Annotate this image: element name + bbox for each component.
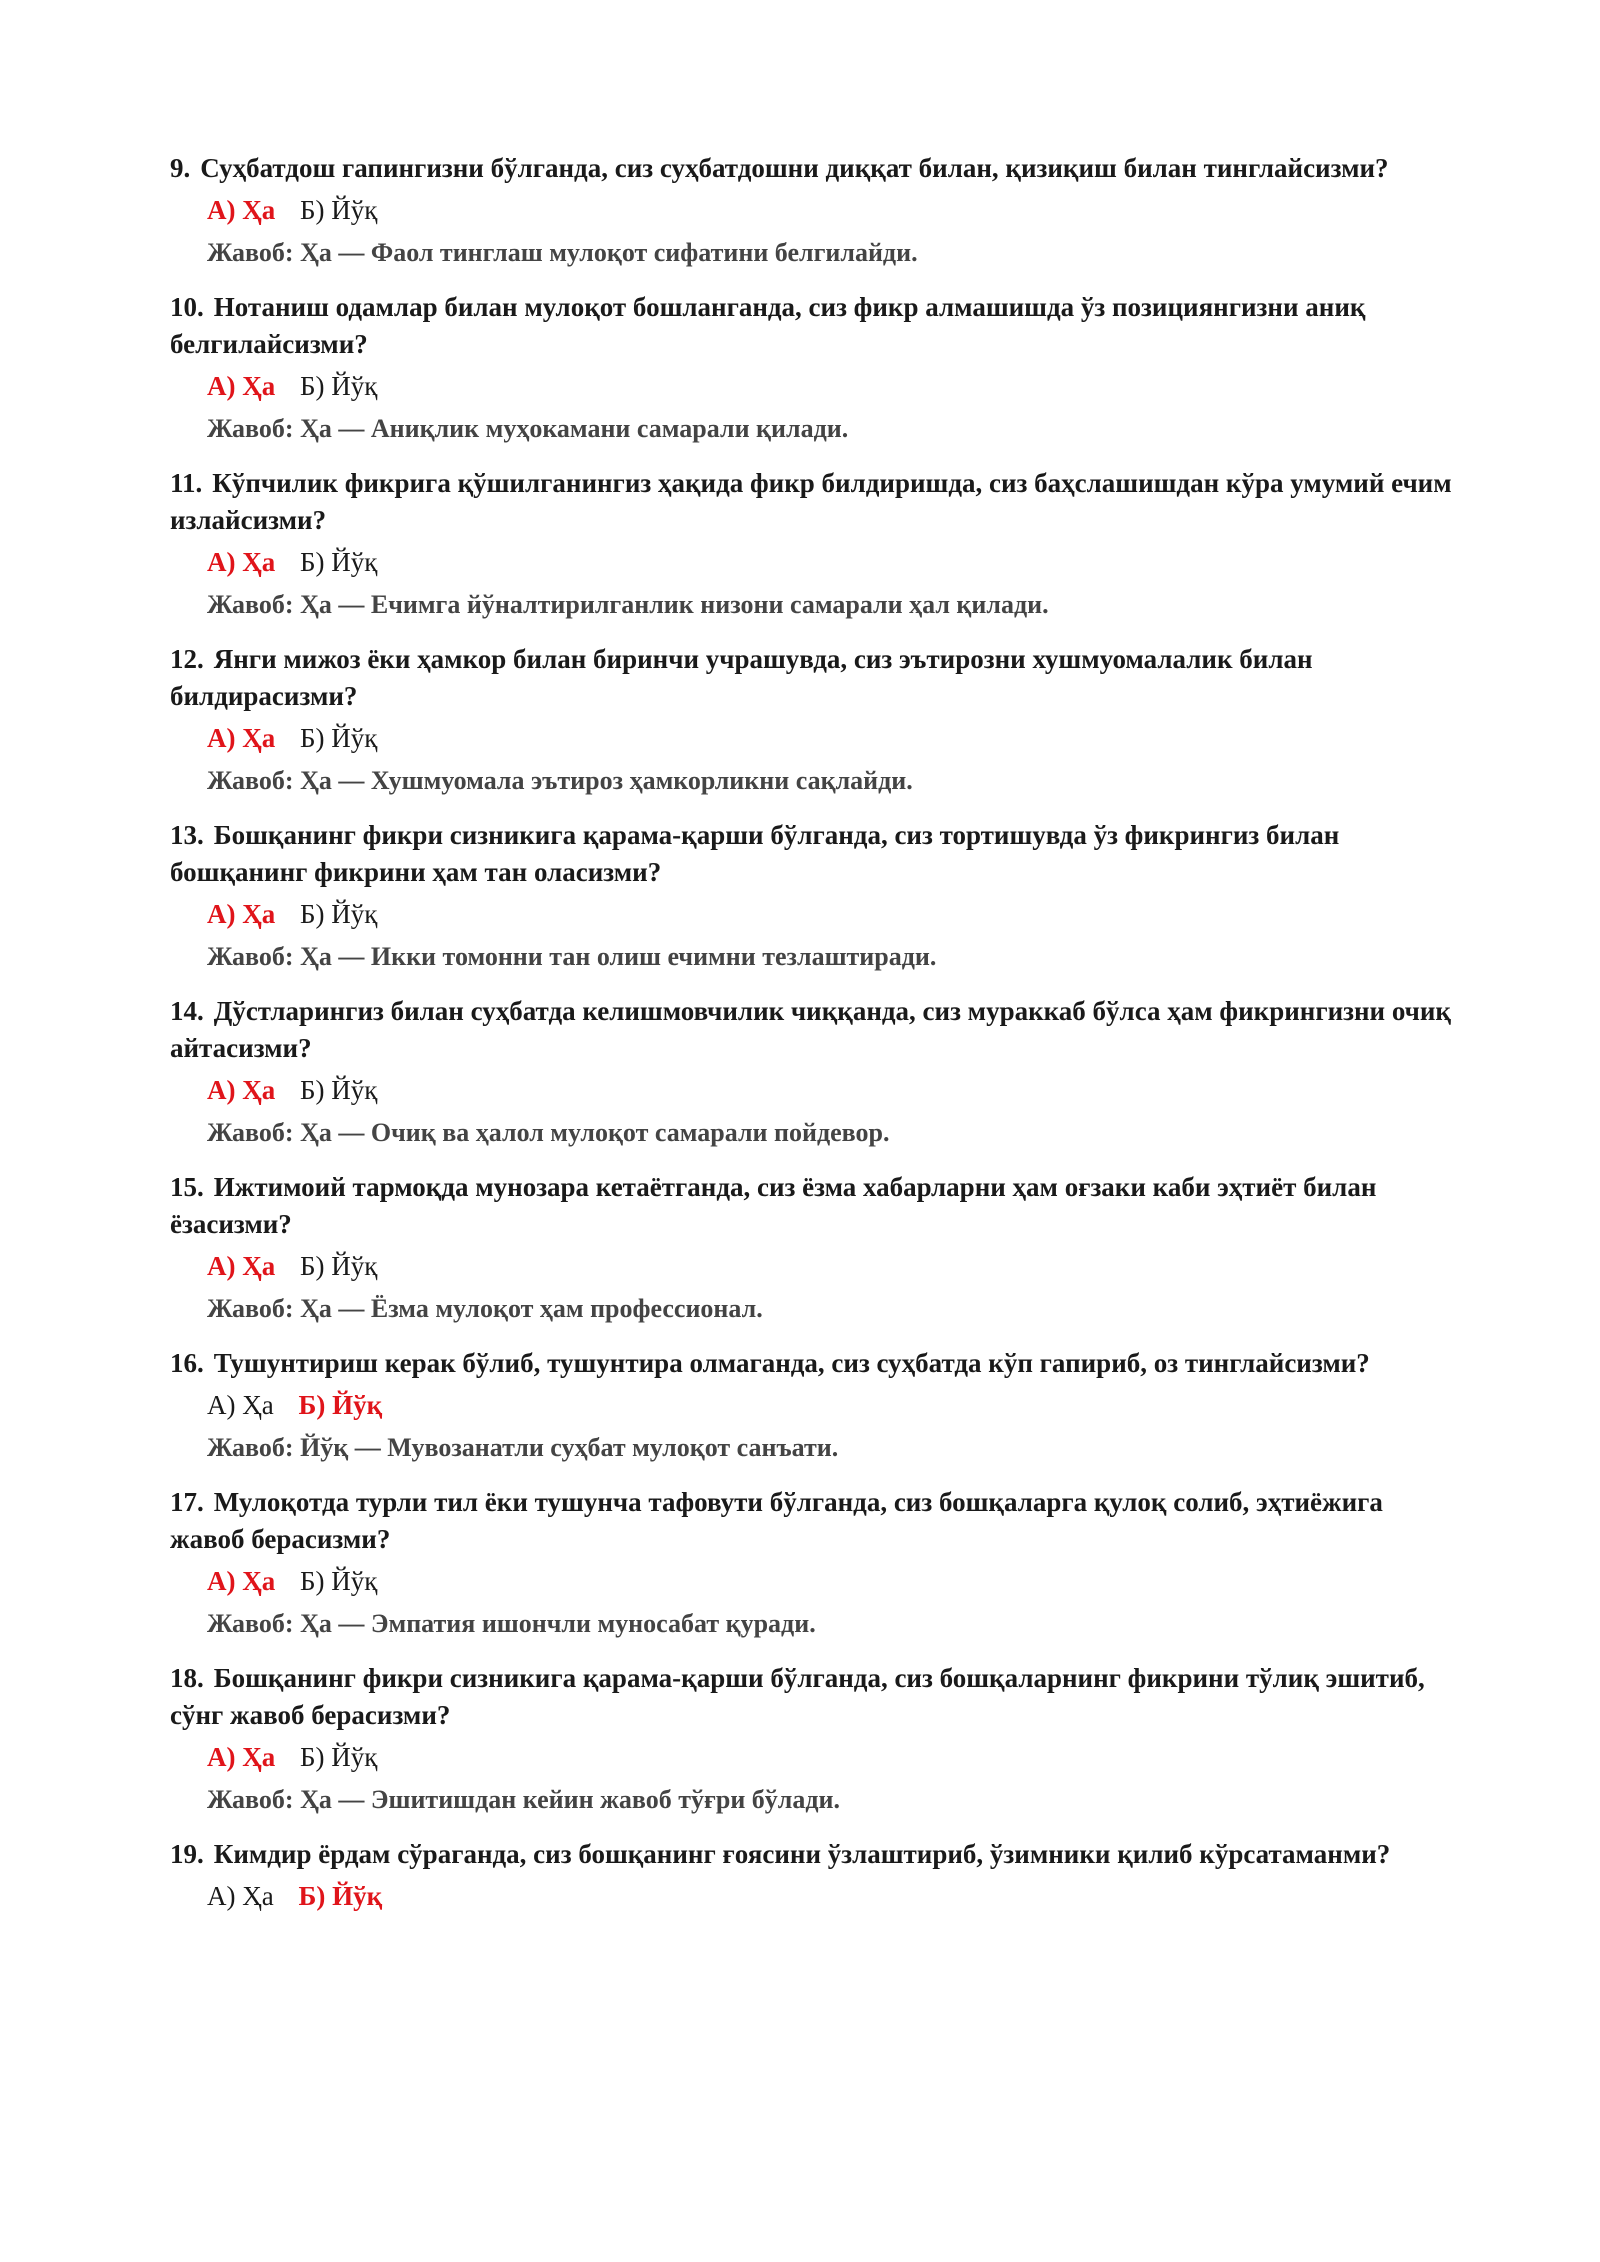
- question-body: Янги мижоз ёки ҳамкор билан биринчи учрашувда, сиз эътирозни хушмуомалалик билан билдирасизми?: [170, 644, 1313, 711]
- question-text: [170, 1345, 1460, 1382]
- question-block: [170, 465, 1460, 624]
- option-b[interactable]: Б) Йўқ: [298, 1390, 383, 1420]
- question-block: [170, 641, 1460, 800]
- question-body: Ижтимоий тармоқда мунозара кетаётганда, сиз ёзма хабарларни ҳам оғзаки каби эҳтиёт билан ёзасизми?: [170, 1172, 1377, 1239]
- question-number: 9.: [170, 153, 191, 183]
- question-body: Бошқанинг фикри сизникига қарама-қарши бўлганда, сиз бошқаларнинг фикрини тўлиқ эшитиб, сўнг жавоб берасизми?: [170, 1663, 1425, 1730]
- question-block: [170, 817, 1460, 976]
- answer-options: [207, 1562, 1460, 1600]
- answer-options: [207, 1071, 1460, 1109]
- answer-options: [207, 1386, 1460, 1424]
- option-b[interactable]: Б) Йўқ: [300, 195, 378, 225]
- question-block: [170, 1836, 1460, 1915]
- option-a[interactable]: А) Ҳа: [207, 195, 276, 225]
- option-b[interactable]: Б) Йўқ: [300, 547, 378, 577]
- option-a[interactable]: А) Ҳа: [207, 1390, 274, 1420]
- option-a[interactable]: А) Ҳа: [207, 899, 276, 929]
- answer-explanation: Жавоб: Ҳа — Фаол тинглаш мулоқот сифатини белгилайди.: [207, 238, 918, 267]
- answer-explanation: Жавоб: Йўқ — Мувозанатли суҳбат мулоқот санъати.: [207, 1433, 839, 1462]
- option-b[interactable]: Б) Йўқ: [300, 1075, 378, 1105]
- question-number: 13.: [170, 820, 204, 850]
- question-number: 12.: [170, 644, 204, 674]
- option-a[interactable]: А) Ҳа: [207, 1251, 276, 1281]
- answer-options: [207, 1877, 1460, 1915]
- answer-explanation: Жавоб: Ҳа — Очиқ ва ҳалол мулоқот самарали пойдевор.: [207, 1118, 890, 1147]
- answer-explanation: Жавоб: Ҳа — Ечимга йўналтирилганлик низони самарали ҳал қилади.: [207, 590, 1049, 619]
- question-block: [170, 993, 1460, 1152]
- question-block: [170, 289, 1460, 448]
- answer-explanation: Жавоб: Ҳа — Хушмуомала эътироз ҳамкорликни сақлайди.: [207, 766, 913, 795]
- answer-explanation: Жавоб: Ҳа — Ёзма мулоқот ҳам профессионал.: [207, 1294, 763, 1323]
- question-body: Кўпчилик фикрига қўшилганингиз ҳақида фикр билдиришда, сиз баҳслашишдан кўра умумий ечим излайсизми?: [170, 468, 1452, 535]
- option-a[interactable]: А) Ҳа: [207, 1075, 276, 1105]
- answer-options: [207, 1247, 1460, 1285]
- question-text: [170, 1169, 1460, 1243]
- question-block: [170, 1660, 1460, 1819]
- answer-options: [207, 1738, 1460, 1776]
- answer-options: [207, 367, 1460, 405]
- question-block: [170, 1169, 1460, 1328]
- question-text: [170, 289, 1460, 363]
- question-number: 16.: [170, 1348, 204, 1378]
- option-b[interactable]: Б) Йўқ: [300, 1566, 378, 1596]
- question-text: [170, 1484, 1460, 1558]
- option-b[interactable]: Б) Йўқ: [300, 1251, 378, 1281]
- question-block: [170, 1345, 1460, 1467]
- answer-explanation: Жавоб: Ҳа — Эшитишдан кейин жавоб тўғри бўлади.: [207, 1785, 841, 1814]
- question-text: [170, 150, 1460, 187]
- question-text: [170, 817, 1460, 891]
- answer-options: [207, 895, 1460, 933]
- question-block: [170, 150, 1460, 272]
- question-number: 11.: [170, 468, 203, 498]
- question-number: 18.: [170, 1663, 204, 1693]
- question-number: 17.: [170, 1487, 204, 1517]
- question-body: Кимдир ёрдам сўраганда, сиз бошқанинг ғоясини ўзлаштириб, ўзимники қилиб кўрсатаманми?: [213, 1839, 1391, 1869]
- question-body: Дўстларингиз билан суҳбатда келишмовчилик чиққанда, сиз мураккаб бўлса ҳам фикрингизни очиқ айтасизми?: [170, 996, 1451, 1063]
- question-number: 10.: [170, 292, 204, 322]
- question-text: [170, 641, 1460, 715]
- question-body: Бошқанинг фикри сизникига қарама-қарши бўлганда, сиз тортишувда ўз фикрингиз билан бошқанинг фикрини ҳам тан оласизми?: [170, 820, 1340, 887]
- question-number: 19.: [170, 1839, 204, 1869]
- answer-options: [207, 543, 1460, 581]
- option-a[interactable]: А) Ҳа: [207, 1881, 274, 1911]
- answer-explanation: Жавоб: Ҳа — Эмпатия ишончли муносабат қуради.: [207, 1609, 816, 1638]
- option-b[interactable]: Б) Йўқ: [300, 371, 378, 401]
- question-text: [170, 1836, 1460, 1873]
- answer-explanation: Жавоб: Ҳа — Икки томонни тан олиш ечимни тезлаштиради.: [207, 942, 937, 971]
- option-a[interactable]: А) Ҳа: [207, 371, 276, 401]
- answer-options: [207, 191, 1460, 229]
- option-b[interactable]: Б) Йўқ: [300, 1742, 378, 1772]
- question-text: [170, 465, 1460, 539]
- question-body: Нотаниш одамлар билан мулоқот бошланганда, сиз фикр алмашишда ўз позициянгизни аниқ белгилайсизми?: [170, 292, 1366, 359]
- question-body: Тушунтириш керак бўлиб, тушунтира олмаганда, сиз суҳбатда кўп гапириб, оз тинглайсизми?: [213, 1348, 1370, 1378]
- option-a[interactable]: А) Ҳа: [207, 1566, 276, 1596]
- question-list: [170, 150, 1460, 1932]
- option-a[interactable]: А) Ҳа: [207, 547, 276, 577]
- option-b[interactable]: Б) Йўқ: [300, 723, 378, 753]
- question-number: 14.: [170, 996, 204, 1026]
- question-text: [170, 993, 1460, 1067]
- option-b[interactable]: Б) Йўқ: [298, 1881, 383, 1911]
- question-body: Мулоқотда турли тил ёки тушунча тафовути бўлганда, сиз бошқаларга қулоқ солиб, эҳтиёжига жавоб берасизми?: [170, 1487, 1383, 1554]
- option-a[interactable]: А) Ҳа: [207, 1742, 276, 1772]
- question-text: [170, 1660, 1460, 1734]
- question-number: 15.: [170, 1172, 204, 1202]
- answer-explanation: Жавоб: Ҳа — Аниқлик муҳокамани самарали қилади.: [207, 414, 849, 443]
- question-body: Суҳбатдош гапингизни бўлганда, сиз суҳбатдошни диққат билан, қизиқиш билан тинглайсизми?: [200, 153, 1389, 183]
- option-b[interactable]: Б) Йўқ: [300, 899, 378, 929]
- answer-options: [207, 719, 1460, 757]
- question-block: [170, 1484, 1460, 1643]
- option-a[interactable]: А) Ҳа: [207, 723, 276, 753]
